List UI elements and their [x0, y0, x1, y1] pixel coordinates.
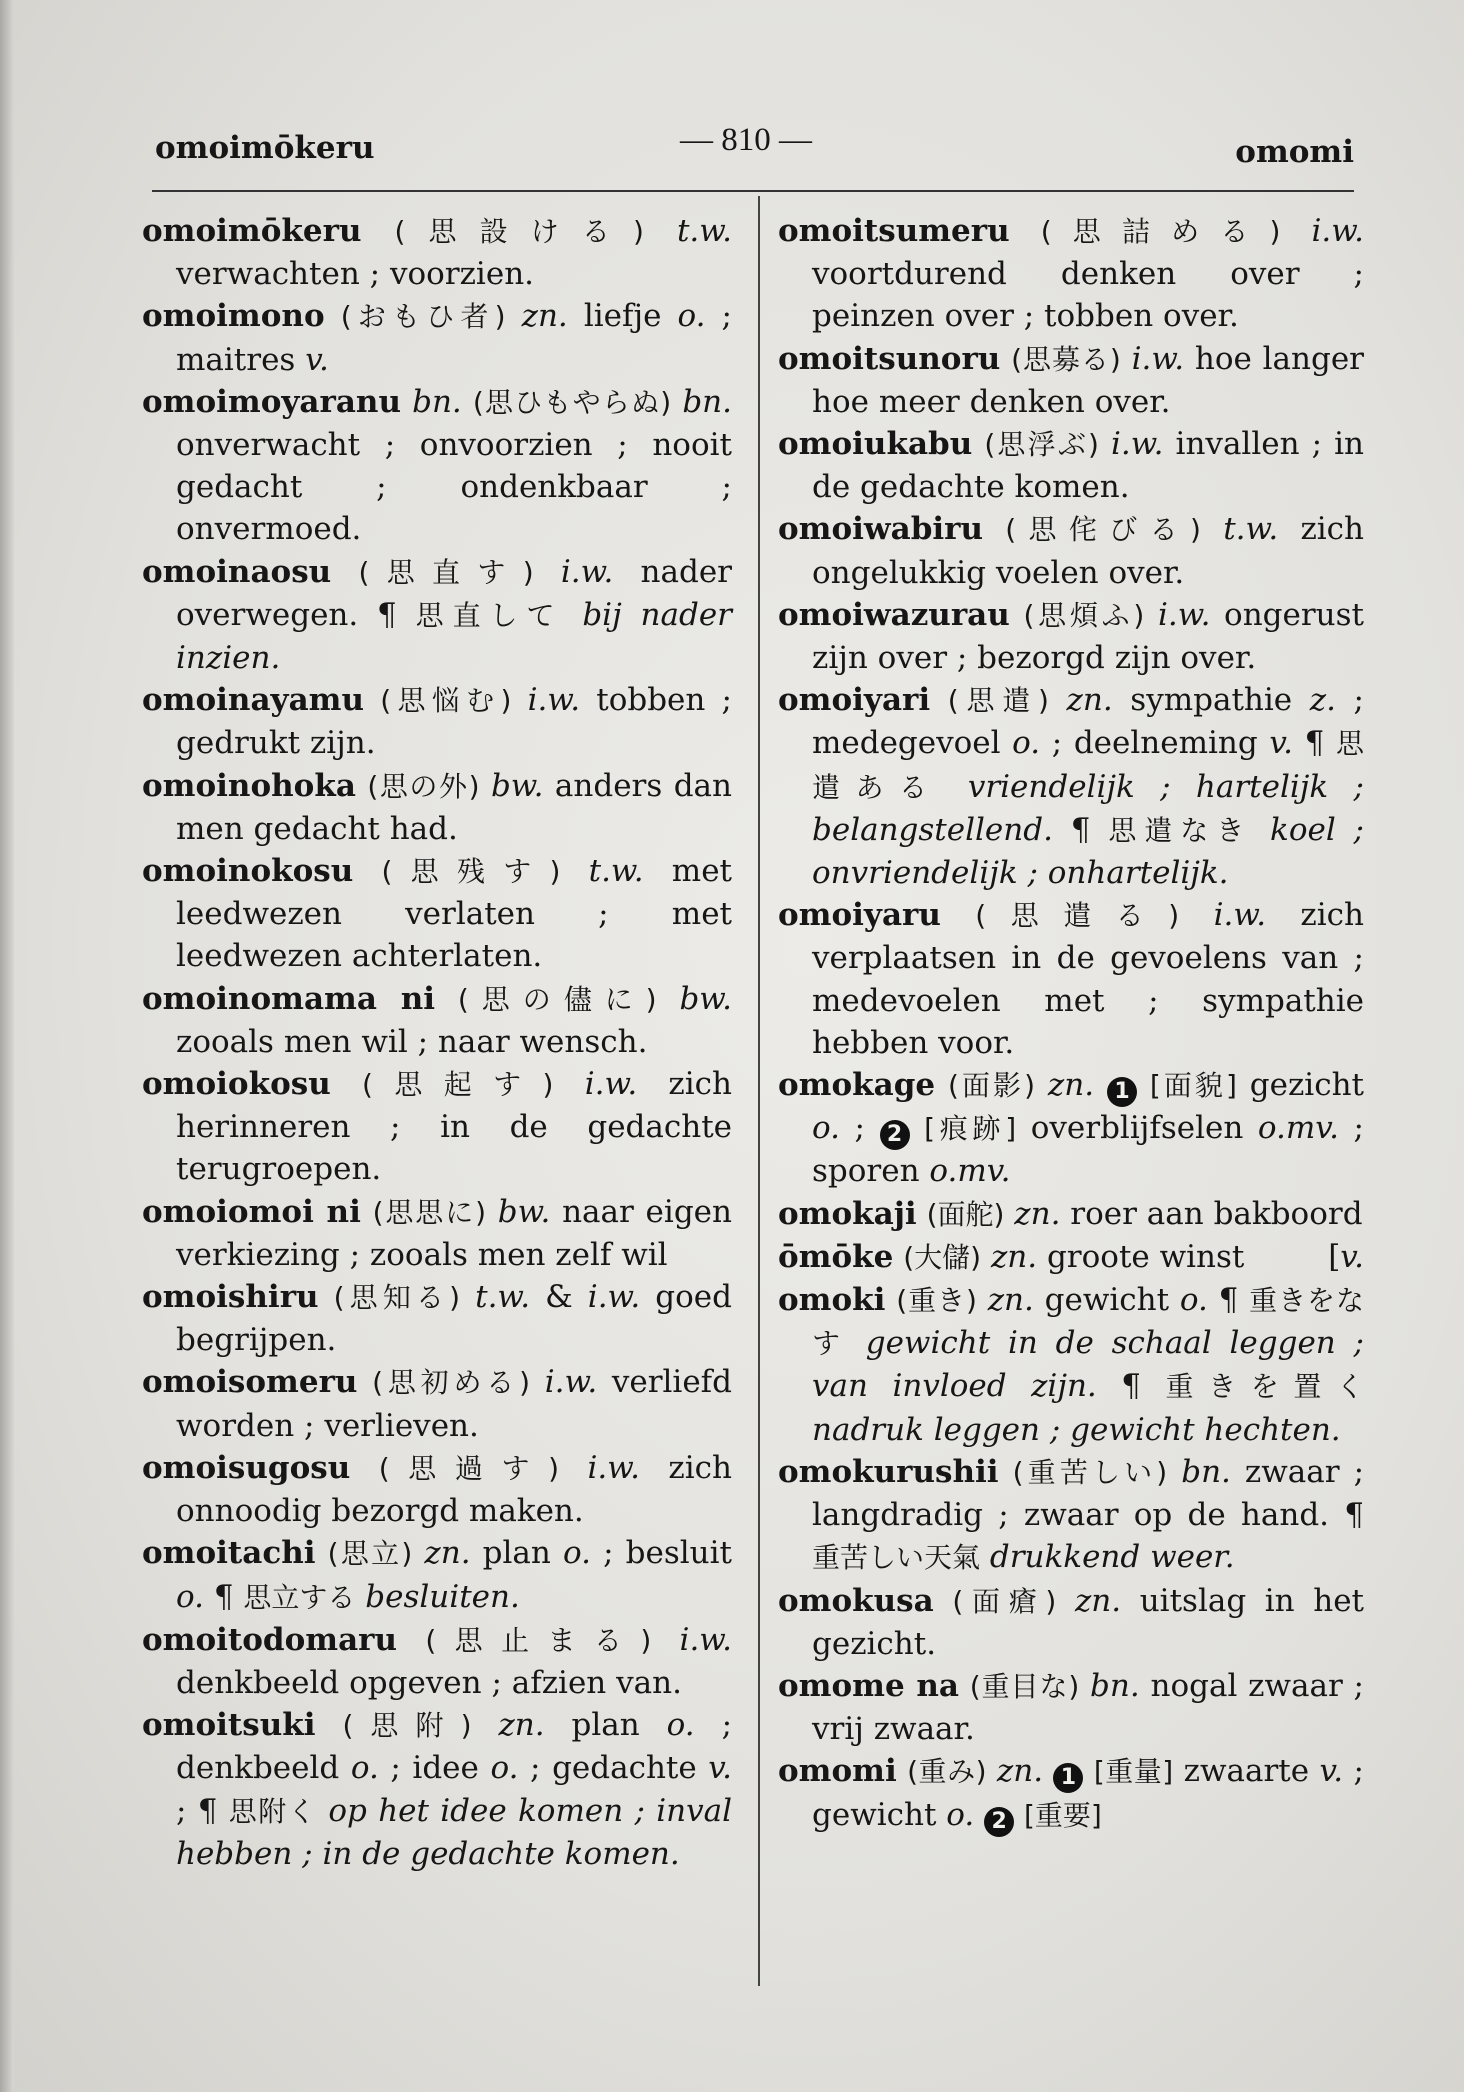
dictionary-entry: omoimōkeru (思設ける) t.w. verwachten ; voorzien.: [142, 213, 732, 293]
dictionary-entry: omoishiru (思知る) t.w. & i.w. goed begrijpen.: [142, 1279, 732, 1359]
right-column: [778, 210, 1364, 1837]
column-divider: [758, 196, 760, 1986]
dictionary-entry: omoiyari (思遣) zn. sympathie z. ; medegevoel o. ; deelneming v. ¶ 思遣ある vriendelijk ; hartelijk ; belangstellend. ¶ 思遣なき koel ; onvriendelijk ; onhartelijk.: [778, 682, 1365, 892]
dictionary-entry: omoki (重き) zn. gewicht o. ¶ 重きをなす gewicht in de schaal leggen ; van invloed zijn. ¶ 重きを置く nadruk leggen ; gewicht hechten.: [778, 1282, 1364, 1448]
dictionary-entry: omoitodomaru (思止まる) i.w. denkbeeld opgeven ; afzien van.: [142, 1621, 733, 1701]
dictionary-entry: omoinohoka (思の外) bw. anders dan men gedacht had.: [142, 767, 733, 847]
dictionary-entry: omoimono (おもひ者) zn. liefje o. ; maitres v.: [142, 298, 732, 378]
dictionary-entry: omoimoyaranu bn. (思ひもやらぬ) bn. onverwacht ; onvoorzien ; nooit gedacht ; ondenkbaar ; onvermoed.: [142, 383, 732, 548]
dictionary-entry: omoinomama ni (思の儘に) bw. zooals men wil ; naar wensch.: [142, 980, 733, 1060]
left-column: [142, 210, 732, 1875]
dictionary-entry: omoinaosu (思直す) i.w. nader overwegen. ¶ 思直して bij nader inzien.: [142, 553, 732, 677]
dictionary-entry: omokaji (面舵) zn. roer aan bakboord [v.: [778, 1195, 1364, 1275]
left-guide-word: omoimōkeru: [155, 130, 375, 166]
dictionary-entry: omoinayamu (思悩む) i.w. tobben ; gedrukt zijn.: [142, 682, 732, 762]
dictionary-entry: omoiwabiru (思侘びる) t.w. zich ongelukkig voelen over.: [778, 511, 1365, 591]
dictionary-entry: omoiokosu (思起す) i.w. zich herinneren ; in de gedachte terugroepen.: [142, 1066, 732, 1188]
dictionary-entry: omoitsuki (思附) zn. plan o. ; denkbeeld o. ; idee o. ; gedachte v. ; ¶ 思附く op het idee komen ; inval hebben ; in de gedachte komen.: [142, 1707, 733, 1872]
dictionary-entry: omoitsumeru (思詰める) i.w. voortdurend denken over ; peinzen over ; tobben over.: [778, 213, 1364, 335]
header-rule: [152, 190, 1354, 192]
dictionary-entry: omokurushii (重苦しい) bn. zwaar ; langdradig ; zwaar op de hand. ¶ 重苦しい天氣 drukkend weer.: [778, 1453, 1365, 1576]
dictionary-entry: omoiyaru (思遣る) i.w. zich verplaatsen in de gevoelens van ; medevoelen met ; sympathie hebben voor.: [778, 897, 1364, 1061]
dictionary-entry: omokusa (面瘡) zn. uitslag in het gezicht.: [778, 1582, 1364, 1662]
dictionary-entry: omome na (重目な) bn. nogal zwaar ; vrij zwaar.: [778, 1667, 1364, 1748]
dictionary-entry: omokage (面影) zn. 1 [面貌] gezicht o. ; 2 [痕跡] overblijfselen o.mv. ; sporen o.mv.: [778, 1067, 1364, 1190]
dictionary-entry: omomi (重み) zn. 1 [重量] zwaarte v. ; gewicht o. 2 [重要]: [778, 1750, 1364, 1836]
dictionary-entry: omoiomoi ni (思思に) bw. naar eigen verkiezing ; zooals men zelf wil: [142, 1193, 732, 1273]
dictionary-entry: ōmōke (大儲) zn. groote winst: [778, 1238, 1245, 1275]
dictionary-entry: omoisugosu (思過す) i.w. zich onnoodig bezorgd maken.: [142, 1449, 732, 1530]
right-guide-word: omomi: [1235, 134, 1354, 170]
dictionary-entry: omoiwazurau (思煩ふ) i.w. ongerust zijn over ; bezorgd zijn over.: [778, 596, 1365, 677]
dictionary-entry: omoitachi (思立) zn. plan o. ; besluit o. ¶ 思立する besluiten.: [142, 1535, 733, 1615]
page-number: — 810 —: [680, 122, 812, 158]
dictionary-entry: omoinokosu (思残す) t.w. met leedwezen verlaten ; met leedwezen achterlaten.: [142, 853, 732, 975]
dictionary-entry: omoiukabu (思浮ぶ) i.w. invallen ; in de gedachte komen.: [778, 426, 1364, 506]
book-spine-shadow: [0, 0, 14, 2092]
page-header: [155, 122, 1354, 172]
dictionary-entry: omoisomeru (思初める) i.w. verliefd worden ; verlieven.: [142, 1364, 733, 1444]
dictionary-entry: omoitsunoru (思募る) i.w. hoe langer hoe meer denken over.: [778, 340, 1365, 420]
